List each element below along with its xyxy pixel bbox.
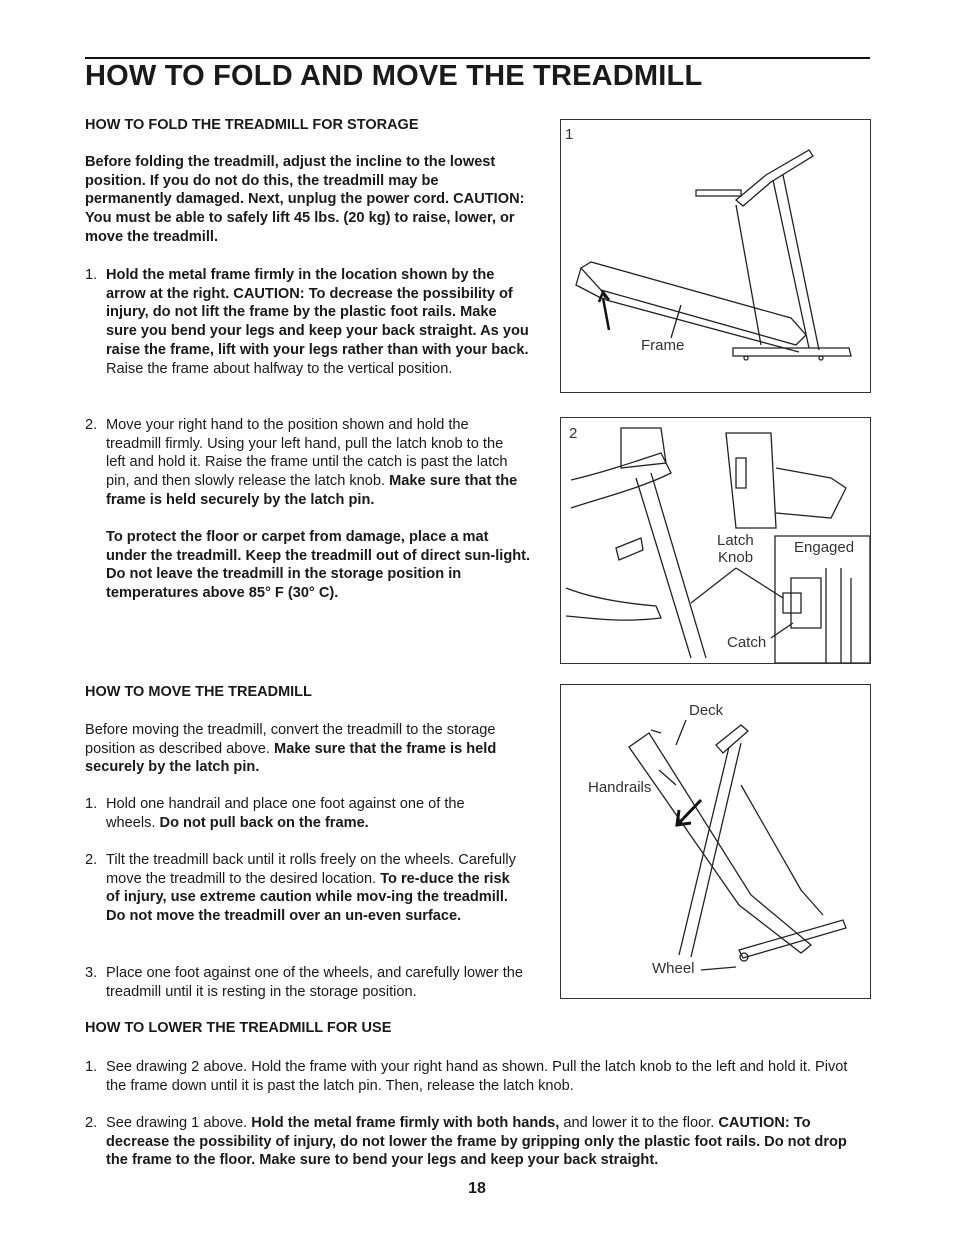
step-text <box>106 266 531 378</box>
catch-label: Catch <box>727 634 767 651</box>
intro-bold-text: Make sure that the frame is held securely by the latch pin. <box>85 740 497 776</box>
engaged-label: Engaged <box>794 539 855 556</box>
step-number: 3. <box>85 965 98 981</box>
move-intro <box>85 721 530 777</box>
treadmill-raising-illustration <box>561 120 870 392</box>
step-bold-text: Do not pull back on the frame. <box>159 814 369 831</box>
step-number: 2. <box>85 1115 98 1131</box>
step-text: See drawing 2 above. Hold the frame with your right hand as shown. Pull the latch knob to the left and hold it. Pivot the frame down until it is past the latch pin. Then, release the latch knob. <box>106 1059 848 1094</box>
step-number: 1. <box>85 1059 98 1075</box>
step-text <box>106 1114 871 1170</box>
title-rule <box>85 57 870 59</box>
step-text <box>106 416 526 510</box>
wheel-label: Wheel <box>652 960 695 977</box>
deck-label: Deck <box>689 702 724 719</box>
move-heading: HOW TO MOVE THE TREADMILL <box>85 684 312 700</box>
step-text <box>106 795 506 832</box>
step-normal-text: See drawing 1 above. <box>106 1115 248 1131</box>
frame-label: Frame <box>641 337 685 354</box>
step-bold-text: CAUTION: To decrease the possibility of injury, do not lower the frame by gripping only the plastic foot rails. Do not drop the frame to the floor. Make sure to bend your legs and keep your back straight. <box>106 1115 847 1169</box>
step-number: 2. <box>85 852 98 868</box>
step-normal-text: and lower it to the floor. <box>563 1115 715 1131</box>
figure-3-moving-treadmill <box>560 684 871 999</box>
page-title: HOW TO FOLD AND MOVE THE TREADMILL <box>85 60 703 92</box>
fold-warning: Before folding the treadmill, adjust the incline to the lowest position. If you do not do this, the treadmill may be permanently damaged. Next, unplug the power cord. CAUTION: You must be able to safely lift 45 lbs. (20 kg) to raise, lower, or move the treadmill. <box>85 154 525 245</box>
latch-label: Latch <box>717 532 754 549</box>
step-number: 1. <box>85 796 98 812</box>
treadmill-tilted-illustration <box>561 685 870 998</box>
figure-2-latch-detail <box>560 417 871 664</box>
step-normal-text: Tilt the treadmill back until it rolls freely on the wheels. Carefully move the treadmill to the desired location. <box>106 852 516 887</box>
step-normal-text: Raise the frame about halfway to the vertical position. <box>106 360 453 377</box>
step-text <box>106 851 524 926</box>
knob-label: Knob <box>718 549 754 566</box>
protect-note: To protect the floor or carpet from damage, place a mat under the treadmill. Keep the treadmill out of direct sun-light. Do not leave the treadmill in the storage position in temperatures above 85° F (30° C). <box>106 529 531 602</box>
figure-number: 1 <box>565 126 574 143</box>
figure-number: 2 <box>569 425 578 442</box>
step-normal-text: Hold one handrail and place one foot against one of the wheels. <box>106 796 465 831</box>
step-bold-text: Make sure that the frame is held securely by the latch pin. <box>106 473 518 508</box>
step-number: 1. <box>85 267 98 283</box>
intro-normal-text: Before moving the treadmill, convert the treadmill to the storage position as described above. <box>85 722 496 757</box>
step-number: 2. <box>85 417 98 433</box>
lower-heading: HOW TO LOWER THE TREADMILL FOR USE <box>85 1020 392 1036</box>
step-bold-text: Hold the metal frame firmly with both hands, <box>251 1115 560 1131</box>
figure-1-frame-lift <box>560 119 871 393</box>
step-text: Place one foot against one of the wheels, and carefully lower the treadmill until it is resting in the storage position. <box>106 965 523 1000</box>
page-number: 18 <box>468 1180 486 1197</box>
step-bold-text: To re-duce the risk of injury, use extreme caution while mov-ing the treadmill. Do not move the treadmill over an un-even surface. <box>106 870 510 925</box>
fold-heading: HOW TO FOLD THE TREADMILL FOR STORAGE <box>85 117 419 133</box>
step-bold-text: Hold the metal frame firmly in the location shown by the arrow at the right. CAUTION: To decrease the possibility of injury, do not lift the frame by the plastic foot rails. Make sure you bend your legs and keep your back straight. As you raise the frame, lift with your legs rather than with your back. <box>106 267 529 358</box>
step-normal-text: Move your right hand to the position shown and hold the treadmill firmly. Using your left hand, pull the latch knob to the left and hold it. Raise the frame until the catch is past the latch pin, and then slowly release the latch knob. <box>106 417 508 490</box>
handrails-label: Handrails <box>588 779 652 796</box>
